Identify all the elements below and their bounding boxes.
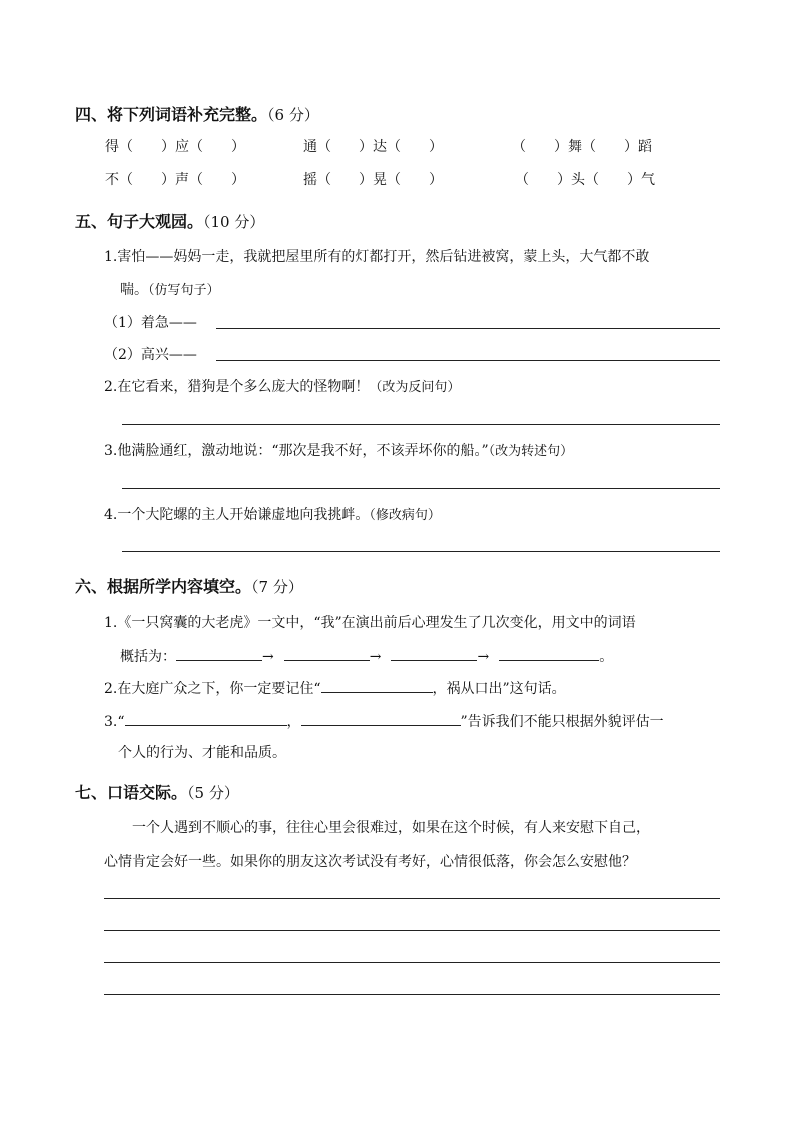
q6-2-suffix: ，祸从口出”这句话。 [432, 681, 566, 697]
word-part: ）头（ [557, 172, 599, 188]
answer-line[interactable] [122, 488, 720, 489]
word-part: ）气 [627, 172, 655, 188]
word-fill-item [515, 170, 655, 190]
q6-3-suffix: ”告诉我们不能只根据外貌评估一 [460, 714, 664, 730]
q5-4 [104, 505, 441, 526]
q5-2 [104, 377, 460, 398]
q5-2-text: 2.在它看来，猎狗是个多么庞大的怪物啊！ [104, 379, 370, 395]
answer-line[interactable] [216, 360, 720, 361]
section-4-points: （6 分） [267, 106, 319, 124]
q6-1-prefix: 概括为： [120, 649, 176, 665]
section-6-title-text: 六、根据所学内容填空。 [75, 577, 252, 596]
q5-1-line1: 1.害怕——妈妈一走，我就把屋里所有的灯都打开，然后钻进被窝，蒙上头，大气都不敢 [104, 249, 650, 265]
word-part: （ [512, 139, 526, 155]
q5-1-line2 [120, 280, 220, 301]
fill-blank[interactable] [391, 646, 477, 661]
fill-blank[interactable] [176, 646, 262, 661]
answer-line[interactable] [122, 424, 720, 425]
fill-blank[interactable] [321, 678, 433, 693]
fill-blank[interactable] [284, 646, 370, 661]
word-fill-item [303, 170, 443, 190]
q5-4-note: （修改病句） [369, 508, 441, 523]
q5-3 [104, 441, 573, 462]
q6-3-line1 [104, 711, 664, 732]
word-part: （ [515, 172, 529, 188]
q5-1-line2-text: 喘。 [120, 282, 148, 298]
word-part: ）舞（ [554, 139, 596, 155]
q5-1-sub2-label: （2）高兴—— [104, 347, 197, 363]
arrow-icon: → [477, 649, 490, 665]
answer-line[interactable] [216, 328, 720, 329]
q6-1-line2 [120, 646, 613, 667]
answer-line[interactable] [104, 930, 720, 931]
word-part: ）应（ [161, 139, 203, 155]
fill-blank[interactable] [499, 646, 599, 661]
section-4-title [75, 105, 319, 125]
answer-line[interactable] [104, 898, 720, 899]
word-part: 摇（ [303, 172, 331, 188]
q7-para-line1: 一个人遇到不顺心的事，往往心里会很难过，如果在这个时候，有人来安慰下自己， [132, 820, 650, 836]
section-7-title-text: 七、口语交际。 [75, 783, 188, 802]
word-part: 不（ [105, 172, 133, 188]
q5-3-note: （改为转述句） [488, 444, 574, 459]
answer-line[interactable] [104, 994, 720, 995]
word-part: ） [231, 172, 245, 188]
section-5-title-text: 五、句子大观园。 [75, 212, 204, 231]
q5-1-sub1-label: （1）着急—— [104, 315, 197, 331]
section-5-title [75, 212, 264, 232]
answer-line[interactable] [122, 551, 720, 552]
section-6-points: （7 分） [251, 578, 303, 596]
period: 。 [599, 649, 614, 665]
word-fill-item [105, 137, 245, 157]
q6-3-line2: 个人的行为、才能和品质。 [118, 745, 286, 761]
arrow-icon: → [369, 649, 382, 665]
q5-2-note: （改为反问句） [369, 380, 461, 395]
word-part: ）声（ [161, 172, 203, 188]
section-7-points: （5 分） [187, 784, 239, 802]
q5-1-note: （仿写句子） [148, 283, 220, 298]
word-part: ）蹈 [624, 139, 652, 155]
q6-2-prefix: 2.在大庭广众之下，你一定要记住“ [104, 681, 321, 697]
q6-1-line1: 1.《一只窝囊的大老虎》一文中，“我”在演出前后心理发生了几次变化，用文中的词语 [104, 615, 636, 631]
q5-4-text: 4.一个大陀螺的主人开始谦虚地向我挑衅。 [104, 507, 370, 523]
word-part: ） [429, 139, 443, 155]
section-7-title [75, 783, 239, 803]
q6-3-comma: ， [286, 714, 301, 730]
word-fill-item [512, 137, 652, 157]
word-part: ） [429, 172, 443, 188]
section-4-title-text: 四、将下列词语补充完整。 [75, 105, 268, 124]
word-part: 通（ [303, 139, 331, 155]
word-part: 得（ [105, 139, 133, 155]
word-part: ）达（ [359, 139, 401, 155]
q6-3-prefix: 3.“ [104, 714, 125, 730]
q7-para-line2: 心情肯定会好一些。如果你的朋友这次考试没有考好，心情很低落，你会怎么安慰他？ [104, 854, 636, 870]
fill-blank[interactable] [125, 711, 287, 726]
fill-blank[interactable] [301, 711, 461, 726]
arrow-icon: → [262, 649, 274, 665]
word-fill-item [303, 137, 443, 157]
q6-2 [104, 678, 566, 699]
q5-3-text: 3.他满脸通红，激动地说：“那次是我不好，不该弄坏你的船。” [104, 443, 489, 459]
answer-line[interactable] [104, 962, 720, 963]
section-6-title [75, 577, 303, 597]
word-part: ）晃（ [359, 172, 401, 188]
word-fill-item [105, 170, 245, 190]
word-part: ） [231, 139, 245, 155]
section-5-points: （10 分） [203, 213, 265, 231]
